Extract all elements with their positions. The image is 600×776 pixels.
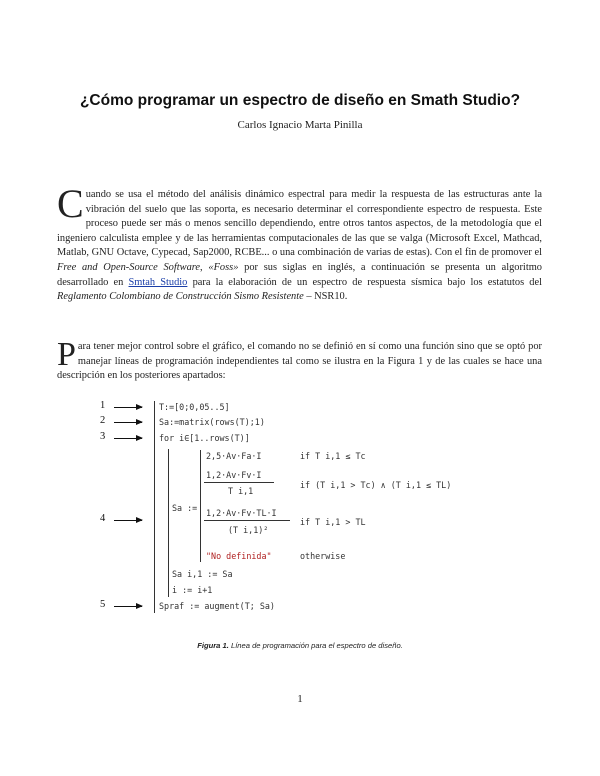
paragraph-intro [57, 181, 542, 305]
figure-intro-text: ara tener mejor control sobre el gráfico, el comando no se definió en sí como una función sino que se optó por manejar líneas de programación independientes tal como se ilustra en la Figura 1 y de las cuales se hace una descripción en los posteriores apartados: [57, 341, 542, 382]
line-label-2: 2 [100, 415, 106, 426]
case3-condition: if T i,1 > TL [300, 517, 366, 527]
figure-caption [0, 641, 600, 650]
case1-condition: if T i,1 ≤ Tc [300, 451, 366, 461]
code-line-5: Spraf := augment(T; Sa) [159, 601, 275, 611]
line-label-4: 4 [100, 513, 106, 524]
intro-text-e: – NSR10. [303, 291, 348, 303]
nsr-title: Reglamento Colombiano de Construcción Sismo Resistente [57, 291, 304, 303]
intro-text-c: por sus siglas en inglés, a continuación se presenta un algoritmo desarrollado en [57, 261, 542, 288]
arrow-icon [114, 606, 142, 607]
fraction-line [204, 520, 290, 521]
case4-expression: "No definida" [206, 551, 272, 561]
code-figure [100, 396, 480, 618]
case3-numerator: 1,2·Av·Fv·TL·I [206, 508, 277, 518]
foss-abbrev: «Foss» [208, 261, 239, 273]
intro-text-d: para la elaboración de un espectro de respuesta sísmica bajo los estatutos del [187, 276, 542, 288]
code-line-3: for i∈[1..rows(T)] [159, 433, 250, 443]
code-line-2: Sa:=matrix(rows(T);1) [159, 417, 265, 427]
case2-condition: if (T i,1 > Tc) ∧ (T i,1 ≤ TL) [300, 480, 452, 490]
line-label-1: 1 [100, 400, 106, 411]
paragraph-figure-intro [57, 336, 542, 384]
case1-expression: 2,5·Av·Fa·I [206, 451, 262, 461]
line-label-3: 3 [100, 431, 106, 442]
program-bar [154, 401, 155, 613]
code-line-1: T:=[0;0,05..5] [159, 402, 230, 412]
arrow-icon [114, 422, 142, 423]
author-name: Carlos Ignacio Marta Pinilla [237, 119, 363, 131]
foss-term: Free and Open-Source Software [57, 261, 201, 273]
case2-denominator: T i,1 [228, 486, 254, 496]
cases-bracket [200, 450, 201, 562]
dropcap: P [57, 336, 76, 373]
sa-assign: Sa := [172, 503, 198, 513]
intro-text-b: , [200, 261, 209, 273]
intro-text-a: uando se usa el método del análisis dinámico espectral para medir la respuesta de las estructuras ante la vibración del suelo que las soporta, es necesario determinar el correspondiente espectro de respuesta. Este proceso puede ser más o menos sencillo dependiendo, entre otros tantos aspectos, de la metodología que el ingeniero calculista emplee y de las herramientas computacionales de las que se valga (Microsoft Excel, Mathcad, Matlab, GNU Octave, Cypecad, Sap2000, RCBE... o una combinación de varias de estas). Con el fin de promover el [57, 189, 542, 259]
case3-denominator: (T i,1)² [228, 525, 269, 535]
caption-label: Figura 1. [197, 641, 229, 650]
dropcap: C [57, 181, 84, 226]
case2-numerator: 1,2·Av·Fv·I [206, 470, 262, 480]
code-line-increment: i := i+1 [172, 585, 213, 595]
fraction-line [204, 482, 274, 483]
code-line-sa-store: Sa i,1 := Sa [172, 569, 233, 579]
arrow-icon [114, 407, 142, 408]
arrow-icon [114, 438, 142, 439]
document-title: ¿Cómo programar un espectro de diseño en Smath Studio? [79, 92, 521, 109]
caption-text: Línea de programación para el espectro de diseño. [228, 641, 403, 650]
smath-studio-link[interactable]: Smtah Studio [128, 276, 188, 288]
loop-bar [168, 449, 169, 597]
page-number: 1 [297, 693, 303, 705]
arrow-icon [114, 520, 142, 521]
case4-condition: otherwise [300, 551, 346, 561]
line-label-5: 5 [100, 599, 106, 610]
